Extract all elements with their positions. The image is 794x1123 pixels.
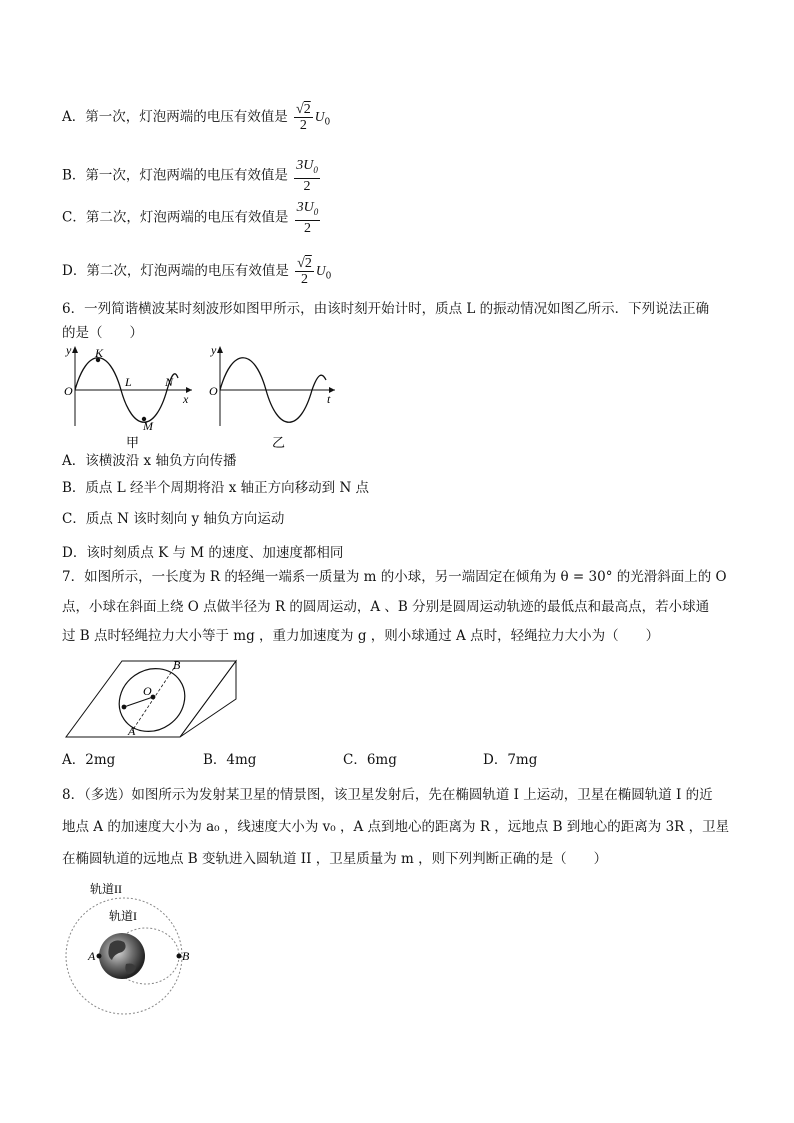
q5-option-c-text: C．第二次，灯泡两端的电压有效值是 bbox=[62, 209, 289, 226]
k-label: K bbox=[95, 346, 104, 360]
q7-stem-line2: 点，小球在斜面上绕 O 点做半径为 R 的圆周运动，A 、B 分别是圆周运动轨迹的最低点和最高点，若小球通 bbox=[62, 599, 710, 615]
q7-incline-figure bbox=[62, 655, 282, 745]
o-label: O bbox=[143, 684, 152, 698]
q6-stem-line1: 6．一列简谐横波某时刻波形如图甲所示，由该时刻开始计时，质点 L 的振动情况如图乙所示．下列说法正确 bbox=[62, 301, 710, 317]
ball bbox=[122, 705, 127, 710]
q6-figures bbox=[62, 340, 352, 450]
q8-stem-line1: 8．（多选）如图所示为发射某卫星的情景图，该卫星发射后，先在椭圆轨道 I 上运动，卫星在椭圆轨道 I 的近 bbox=[62, 787, 713, 803]
q5-option-a-text: A．第一次，灯泡两端的电压有效值是 bbox=[62, 109, 288, 125]
q5-option-b-text: B．第一次，灯泡两端的电压有效值是 bbox=[62, 167, 288, 184]
x-label: x bbox=[183, 392, 189, 406]
y-label: y bbox=[66, 343, 72, 357]
n-label: N bbox=[165, 375, 174, 389]
q5-option-d[interactable]: D．第二次，灯泡两端的电压有效值是 $\frac{√2}{2}$ $U_0$ bbox=[62, 256, 332, 287]
caption-yi: 乙 bbox=[272, 435, 286, 450]
point-b bbox=[177, 954, 182, 959]
q8-orbit-figure bbox=[62, 878, 202, 1028]
q6-option-c[interactable]: C．质点 N 该时刻向 y 轴负方向运动 bbox=[62, 511, 285, 527]
q5-option-d-text: D．第二次，灯泡两端的电压有效值是 bbox=[62, 263, 289, 279]
q5-option-b-formula: $\frac{3U_0}{2}$ bbox=[296, 158, 318, 194]
caption-jia: 甲 bbox=[126, 435, 140, 450]
q6-option-d[interactable]: D．该时刻质点 K 与 M 的速度、加速度都相同 bbox=[62, 545, 344, 561]
q5-option-d-formula: $\frac{√2}{2}$ bbox=[297, 256, 312, 287]
m-label: M bbox=[143, 419, 153, 433]
orbit-ii-label: 轨道II bbox=[90, 882, 122, 896]
wave-figure-jia bbox=[64, 343, 192, 450]
q7-stem-line1: 7．如图所示，一长度为 R 的轻绳一端系一质量为 m 的小球，另一端固定在倾角为 θ = 30° 的光滑斜面上的 O bbox=[62, 569, 727, 585]
q7-option-c[interactable]: C．6mg bbox=[343, 752, 397, 768]
l-label: L bbox=[125, 375, 132, 389]
point-a bbox=[97, 954, 102, 959]
vibration-figure-yi bbox=[209, 343, 335, 450]
incline-plane bbox=[66, 661, 236, 737]
diameter-ab bbox=[132, 668, 174, 731]
earth bbox=[99, 933, 145, 979]
b-label: B bbox=[173, 658, 181, 672]
q8-stem-line2: 地点 A 的加速度大小为 a₀ ，线速度大小为 v₀ ，A 点到地心的距离为 R ，远地点 B 到地心的距离为 3R ，卫星 bbox=[62, 819, 730, 835]
q5-option-a[interactable]: A．第一次，灯泡两端的电压有效值是 $\frac{√2}{2}$ $U_0$ bbox=[62, 102, 331, 133]
q6-option-b[interactable]: B．质点 L 经半个周期将沿 x 轴正方向移动到 N 点 bbox=[62, 480, 370, 496]
q7-option-d[interactable]: D．7mg bbox=[483, 752, 538, 768]
a-label: A bbox=[128, 724, 136, 738]
q7-stem-line3: 过 B 点时轻绳拉力大小等于 mg ，重力加速度为 g ，则小球通过 A 点时，轻绳拉力大小为（ ） bbox=[62, 628, 660, 644]
q6-option-a[interactable]: A．该横波沿 x 轴负方向传播 bbox=[62, 453, 237, 469]
a-label-orbit: A bbox=[88, 949, 96, 963]
y-label-yi: y bbox=[211, 343, 217, 357]
t-label: t bbox=[327, 392, 331, 406]
incline-side bbox=[180, 661, 236, 737]
q7-option-b[interactable]: B．4mg bbox=[203, 752, 257, 768]
origin-label-yi: O bbox=[209, 384, 218, 398]
q8-stem-line3: 在椭圆轨道的远地点 B 变轨进入圆轨道 II ，卫星质量为 m ，则下列判断正确的是（ ） bbox=[62, 851, 608, 867]
q6-stem-line2: 的是（ ） bbox=[62, 325, 143, 341]
origin-label: O bbox=[64, 384, 73, 398]
q5-option-c-formula: $\frac{3U_0}{2}$ bbox=[296, 200, 319, 236]
orbit-i-label: 轨道I bbox=[109, 909, 137, 923]
b-label-orbit: B bbox=[182, 949, 190, 963]
circular-path bbox=[107, 656, 197, 744]
q5-option-c[interactable] bbox=[62, 200, 322, 236]
q7-option-a[interactable]: A．2mg bbox=[62, 752, 116, 768]
q5-option-a-formula: $\frac{√2}{2}$ bbox=[296, 102, 311, 133]
q5-option-b[interactable] bbox=[62, 158, 322, 194]
